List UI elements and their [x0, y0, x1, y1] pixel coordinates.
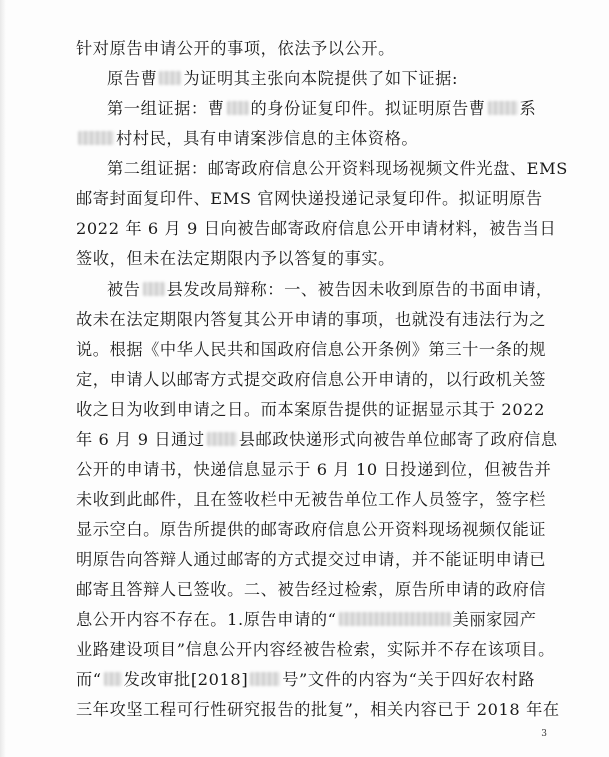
text-line: 三年攻坚工程可行性研究报告的批复”，相关内容已于 2018 年在: [76, 700, 560, 719]
text-line: 原告曹 为证明其主张向本院提供了如下证据:: [107, 69, 459, 88]
text-line: 未收到此邮件，且在签收栏中无被告单位工作人员签字，签字栏: [76, 490, 547, 509]
text-line: 说。根据《中华人民共和国政府信息公开条例》第三十一条的规: [76, 340, 547, 359]
text-line: 签收，但未在法定期限内予以答复的事实。: [76, 249, 395, 268]
text-line: 第一组证据：曹 的身份证复印件。拟证明原告曹 系: [107, 99, 537, 118]
text-line: 第二组证据：邮寄政府信息公开资料现场视频文件光盘、EMS: [107, 159, 568, 178]
text-line: 针对原告申请公开的事项，依法予以公开。: [76, 39, 395, 58]
scan-edge-shadow: [0, 0, 6, 757]
text-line: 邮寄且答辩人已签收。二、被告经过检索，原告所申请的政府信: [76, 580, 547, 599]
text-line: 收之日为收到申请之日。而本案原告提供的证据显示其于 2022: [76, 400, 546, 419]
text-line: 被告 县发改局辩称：一、被告因未收到原告的书面申请，: [107, 280, 553, 299]
text-line: 公开的申请书，快递信息显示于 6 月 10 日投递到位，但被告并: [76, 460, 552, 479]
redaction-mark: [104, 672, 122, 686]
redaction-mark: [339, 612, 451, 626]
redaction-mark: [488, 101, 518, 115]
text-line: 明原告向答辩人通过邮寄的方式提交过申请，并不能证明申请已: [76, 550, 547, 569]
redaction-mark: [78, 131, 114, 145]
redaction-mark: [143, 282, 165, 296]
text-line: 故未在法定期限内答复其公开申请的事项，也就没有违法行为之: [76, 310, 547, 329]
text-line: 2022 年 6 月 9 日向被告邮寄政府信息公开申请材料，被告当日: [76, 219, 557, 238]
redaction-mark: [250, 672, 280, 686]
text-line: 息公开内容不存在。1.原告申请的“ 美丽家园产: [76, 610, 537, 629]
page-number: 3: [541, 729, 547, 739]
text-line: 定，申请人以邮寄方式提交政府信息公开申请的，以行政机关签: [76, 370, 547, 389]
text-line: 而“ 发改审批[2018] 号”文件的内容为“关于四好农村路: [76, 670, 536, 689]
text-line: 显示空白。原告所提供的邮寄政府信息公开资料现场视频仅能证: [76, 520, 547, 539]
text-line: 邮寄封面复印件、EMS 官网快递投递记录复印件。拟证明原告: [76, 189, 543, 208]
redaction-mark: [227, 101, 249, 115]
text-line: 村村民，具有申请案涉信息的主体资格。: [76, 129, 418, 149]
redaction-mark: [207, 432, 237, 446]
redaction-mark: [159, 71, 181, 85]
text-line: 业路建设项目”信息公开内容经被告检索，实际并不存在该项目。: [76, 640, 555, 659]
text-line: 年 6 月 9 日通过 县邮政快递形式向被告单位邮寄了政府信息: [76, 430, 558, 449]
